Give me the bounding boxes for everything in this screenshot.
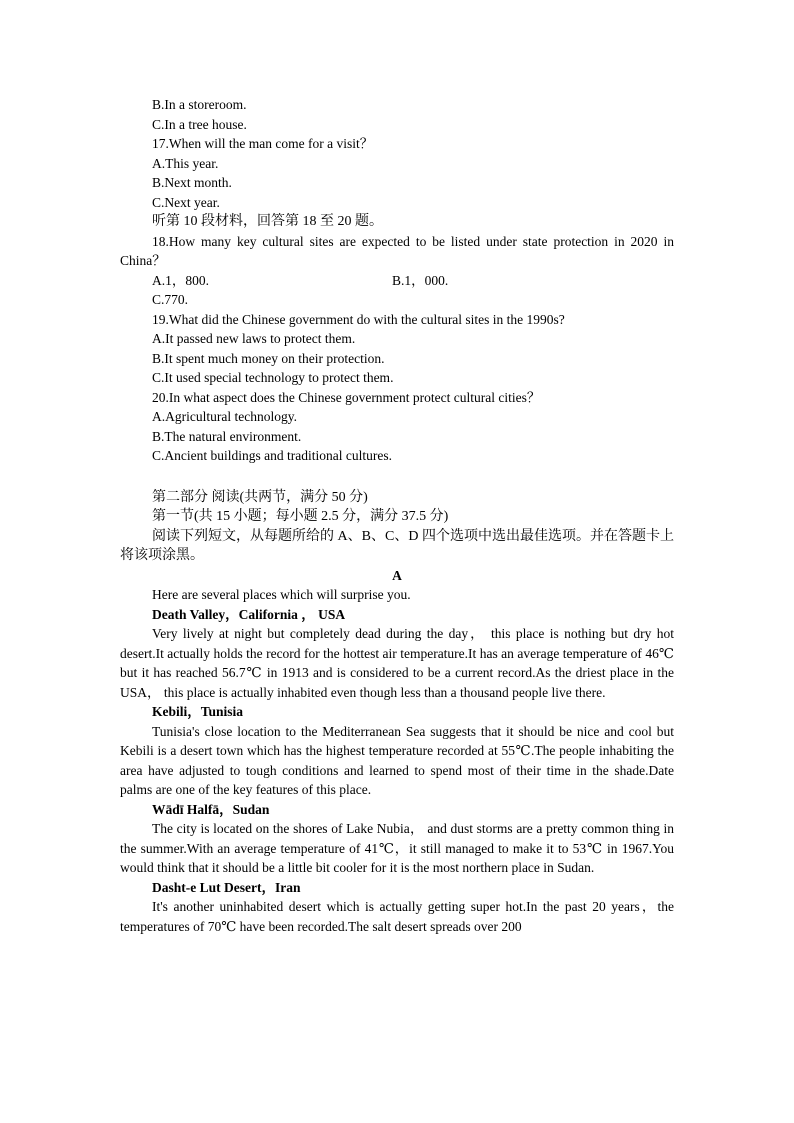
q16-option-c: C.In a tree house. [152,116,247,132]
q20-question: 20.In what aspect does the Chinese government protect cultural cities？ [152,389,541,405]
document-page [120,95,674,936]
q19-option-c: C.It used special technology to protect them. [152,370,394,385]
passage-intro: Here are several places which will surprise you. [152,587,411,602]
q19-option-b: B.It spent much money on their protection. [152,350,385,366]
q16-option-b: B.In a storeroom. [152,97,247,112]
place-heading: Wādī Halfā，Sudan [152,801,270,817]
q20-option-b: B.The natural environment. [152,428,302,444]
q17-option-c: C.Next year. [152,194,220,210]
reading-instruction: 阅读下列短文，从每题所给的 A、B、C、D 四个选项中选出最佳选项。并在答题卡上将该项涂黑。 [120,528,674,563]
q20-option-a: A.Agricultural technology. [152,409,297,424]
place-paragraph: It's another uninhabited desert which is actually getting super hot.In the past 20 years，the temperatures of 70℃ have been recorded.The salt desert spreads over 200 [120,899,674,934]
q20-option-c: C.Ancient buildings and traditional cultures. [152,448,392,463]
q19-question: 19.What did the Chinese government do with the cultural sites in the 1990s? [152,311,565,327]
q18-options-row [120,271,674,291]
q18-option-b: B.1，000. [392,272,449,288]
place-paragraph: Tunisia's close location to the Mediterranean Sea suggests that it should be nice and cool but Kebili is a desert town which has the highest temperature recorded at 55℃.The people inhabiting the area have adjusted to tough conditions and learned to spend most of their time in the shade.Date palms are one of the key features of this place. [120,723,674,797]
passage-label: A [392,567,402,583]
place-heading: Dasht-e Lut Desert，Iran [152,879,301,895]
q17-option-a: A.This year. [152,155,219,171]
place-heading: Kebili，Tunisia [152,704,244,719]
place-paragraph: The city is located on the shores of Lake Nubia， and dust storms are a pretty common thing in the summer.With an average temperature of 41℃，it still managed to make it to 53℃ in 1967.You would think that it should be a little bit cooler for it is the most northern place in Sudan. [120,821,674,875]
q18-option-c: C.770. [152,292,189,307]
q19-option-a: A.It passed new laws to protect them. [152,331,356,346]
listening-instruction: 听第 10 段材料，回答第 18 至 20 题。 [152,214,383,229]
place-paragraph: Very lively at night but completely dead during the day， this place is nothing but dry hot desert.It actually holds the record for the hottest air temperature.It has an average temperature of 46℃ but it has reached 56.7℃ in 1913 and is considered to be a current record.As the driest place in the USA， this place is actually inhabited even though less than a thousand people live there. [120,626,674,700]
q18-option-a: A.1，800. [152,272,209,288]
section-spacer [120,466,674,488]
q17-option-b: B.Next month. [152,175,232,190]
place-heading: Death Valley，California ， USA [152,606,346,622]
section1-title: 第一节(共 15 小题；每小题 2.5 分，满分 37.5 分) [152,509,449,524]
part2-title: 第二部分 阅读(共两节，满分 50 分) [152,489,368,505]
q18-question: 18.How many key cultural sites are expected to be listed under state protection in 2020 in China？ [120,233,674,268]
q17-question: 17.When will the man come for a visit？ [152,136,374,151]
